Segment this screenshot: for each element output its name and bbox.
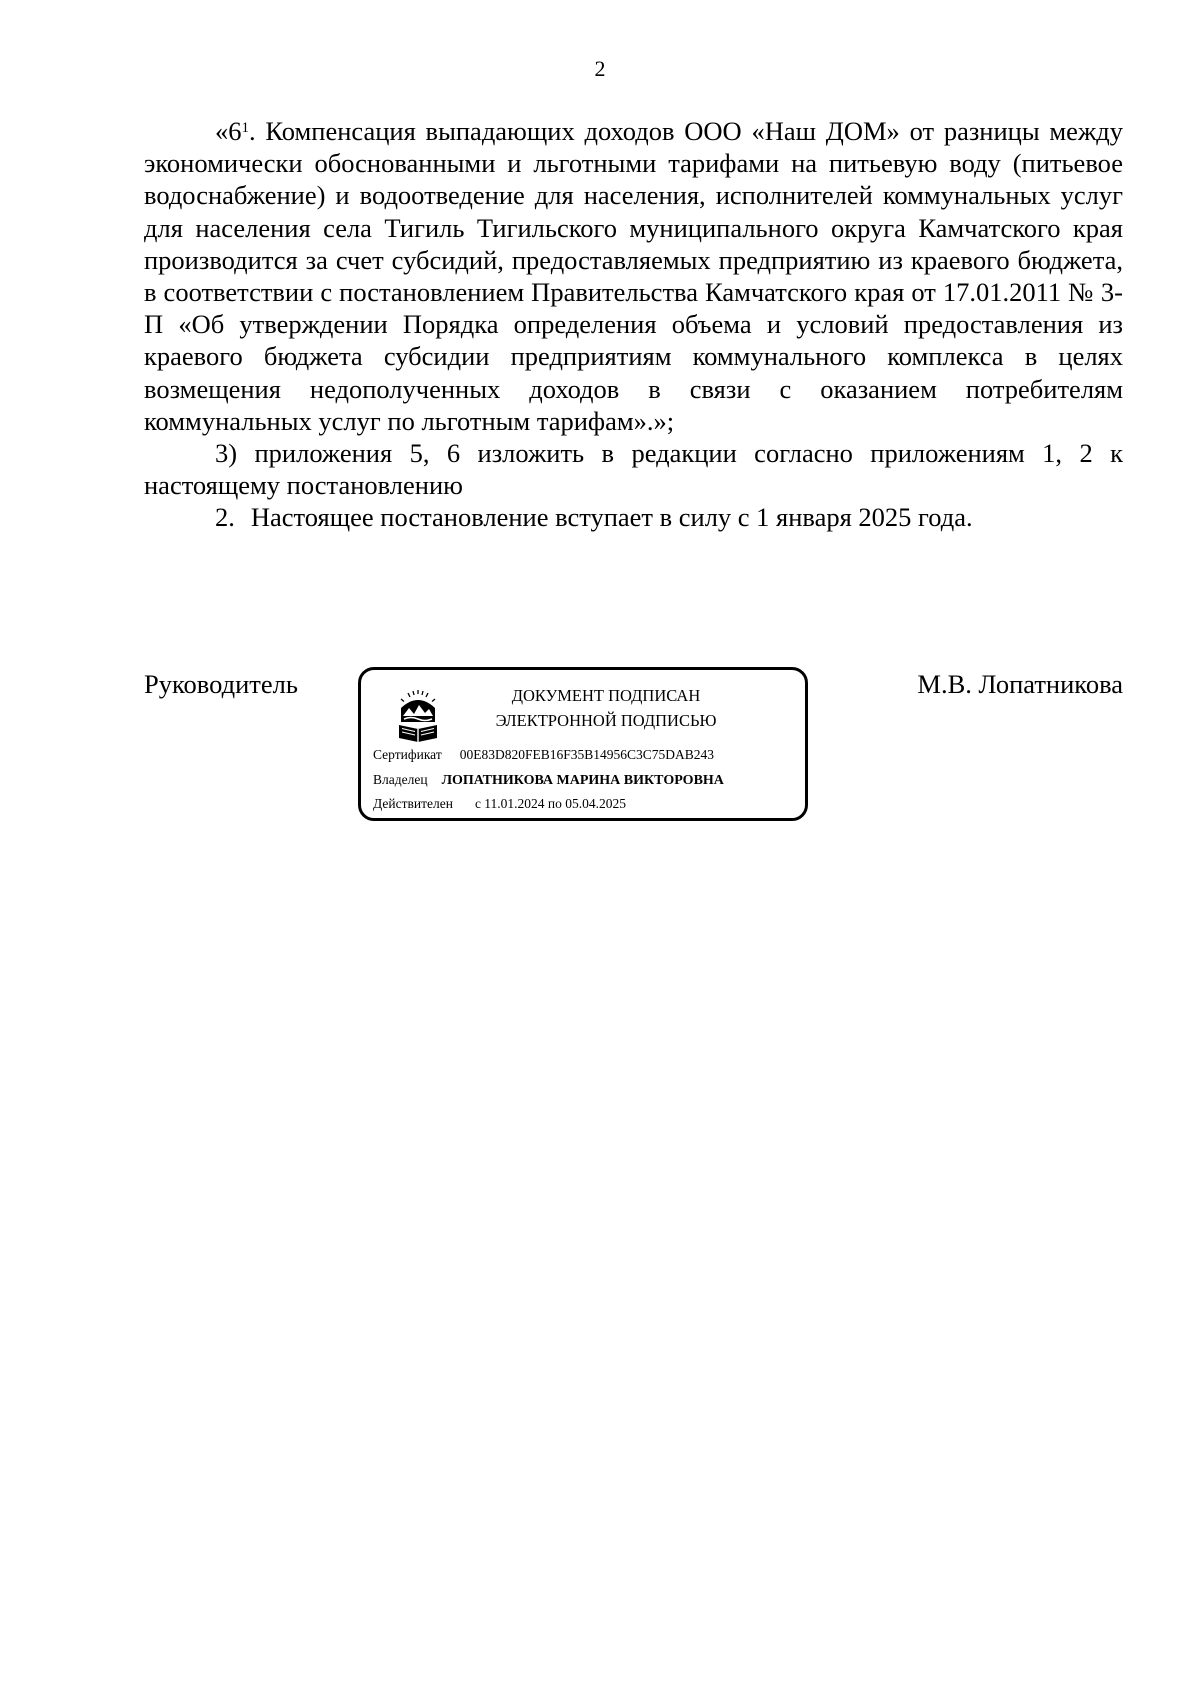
paragraph-item-2-text: Настоящее постановление вступает в силу с 1 января 2025 года. [250,502,973,533]
paragraph-item-3: 3) приложения 5, 6 изложить в редакции согласно приложениям 1, 2 к настоящему постановлению [144,438,1123,501]
stamp-owner-label: Владелец [373,772,428,787]
paragraph-item-2-number: 2. [215,502,235,533]
stamp-title-line-2: ЭЛЕКТРОННОЙ ПОДПИСЬЮ [495,711,717,730]
paragraph-item-6-1-superscript: 1 [241,119,249,136]
page-number: 2 [594,56,606,81]
stamp-validity-row [373,795,626,813]
paragraph-item-6-1-text: . Компенсация выпадающих доходов ООО «Наш ДОМ» от разницы между экономически обоснованными и льготными тарифами на питьевую воду (питьевое водоснабжение) и водоотведение для населения, исполнителей коммунальных услуг для населения села Тигиль Тигильского муниципального округа Камчатского края производится за счет субсидий, предоставляемых предприятию из краевого бюджета, в соответствии с постановлением Правительства Камчатского края от 17.01.2011 № 3-П «Об утверждении Порядка определения объема и условий предоставления из краевого бюджета субсидии предприятиям коммунального комплекса в целях возмещения недополученных доходов в связи с оказанием потребителям коммунальных услуг по льготным тарифам».»; [144,116,1123,436]
stamp-title [471,683,741,733]
document-body [144,115,1123,534]
stamp-validity-value: с 11.01.2024 по 05.04.2025 [474,796,627,811]
signer-position: Руководитель [144,669,298,699]
electronic-signature-stamp [358,667,808,821]
stamp-certificate-value: 00E83D820FEB16F35B14956C3C75DAB243 [459,747,715,762]
stamp-owner-value: ЛОПАТНИКОВА МАРИНА ВИКТОРОВНА [441,773,724,788]
stamp-certificate-label: Сертификат [373,747,442,762]
stamp-certificate-row [373,746,714,764]
paragraph-item-6-1 [144,115,1123,437]
kamchatka-emblem-icon [395,688,441,742]
stamp-validity-label: Действителен [373,796,453,811]
stamp-title-line-1: ДОКУМЕНТ ПОДПИСАН [511,686,701,705]
paragraph-item-6-1-lead: «6 [215,116,242,146]
signer-name: М.В. Лопатникова [917,669,1123,699]
stamp-owner-row [373,771,724,790]
paragraph-item-2 [144,501,1123,533]
